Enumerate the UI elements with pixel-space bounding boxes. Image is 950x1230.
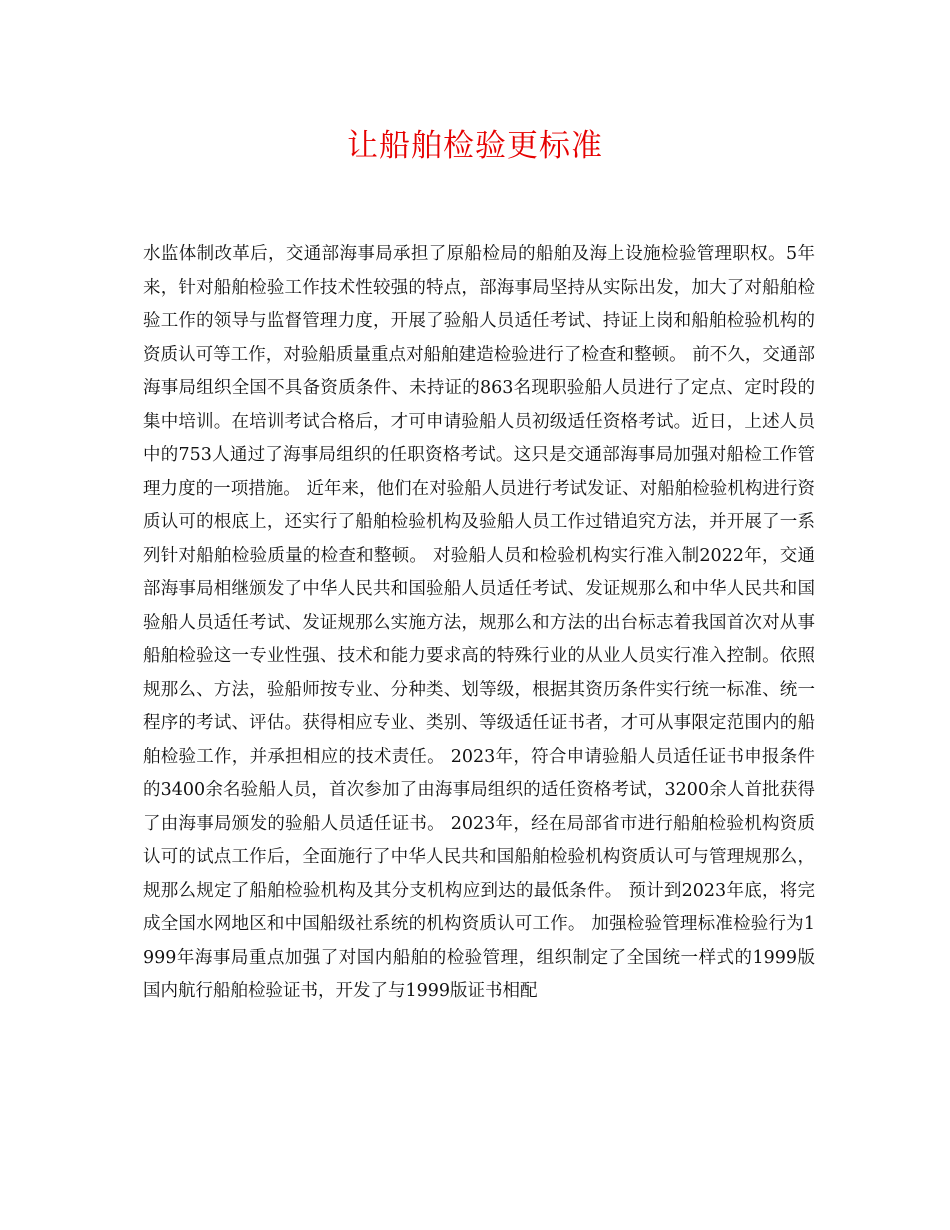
document-title: 让船舶检验更标准 xyxy=(347,128,603,164)
document-body-paragraph: 水监体制改革后，交通部海事局承担了原船检局的船舶及海上设施检验管理职权。5年来，针对船舶检验工作技术性较强的特点，部海事局坚持从实际出发，加大了对船舶检验工作的领导与监督管理力度，开展了验船人员适任考试、持证上岗和船舶检验机构的资质认可等工作，对验船质量重点对船舶建造检验进行了检查和整顿。 前不久，交通部海事局组织全国不具备资质条件、未持证的863名现职验船人员进行了定点、定时段的集中培训。在培训考试合格后，才可申请验船人员初级适任资格考试。近日，上述人员中的753人通过了海事局组织的任职资格考试。这只是交通部海事局加强对船检工作管理力度的一项措施。 近年来，他们在对验船人员进行考试发证、对船舶检验机构进行资质认可的根底上，还实行了船舶检验机构及验船人员工作过错追究方法，并开展了一系列针对船舶检验质量的检查和整顿。 对验船人员和检验机构实行准入制2022年，交通部海事局相继颁发了中华人民共和国验船人员适任考试、发证规那么和中华人民共和国验船人员适任考试、发证规那么实施方法，规那么和方法的出台标志着我国首次对从事船舶检验这一专业性强、技术和能力要求高的特殊行业的从业人员实行准入控制。依照规那么、方法，验船师按专业、分种类、划等级，根据其资历条件实行统一标准、统一程序的考试、评估。获得相应专业、类别、等级适任证书者，才可从事限定范围内的船舶检验工作，并承担相应的技术责任。 2023年，符合申请验船人员适任证书申报条件的3400余名验船人员，首次参加了由海事局组织的适任资格考试，3200余人首批获得了由海事局颁发的验船人员适任证书。 2023年，经在局部省市进行船舶检验机构资质认可的试点工作后，全面施行了中华人民共和国船舶检验机构资质认可与管理规那么，规那么规定了船舶检验机构及其分支机构应到达的最低条件。 预计到2023年底，将完成全国水网地区和中国船级社系统的机构资质认可工作。 加强检验管理标准检验行为1999年海事局重点加强了对国内船舶的检验管理，组织制定了全国统一样式的1999版国内航行船舶检验证书，开发了与1999版证书相配 xyxy=(143,244,815,1001)
